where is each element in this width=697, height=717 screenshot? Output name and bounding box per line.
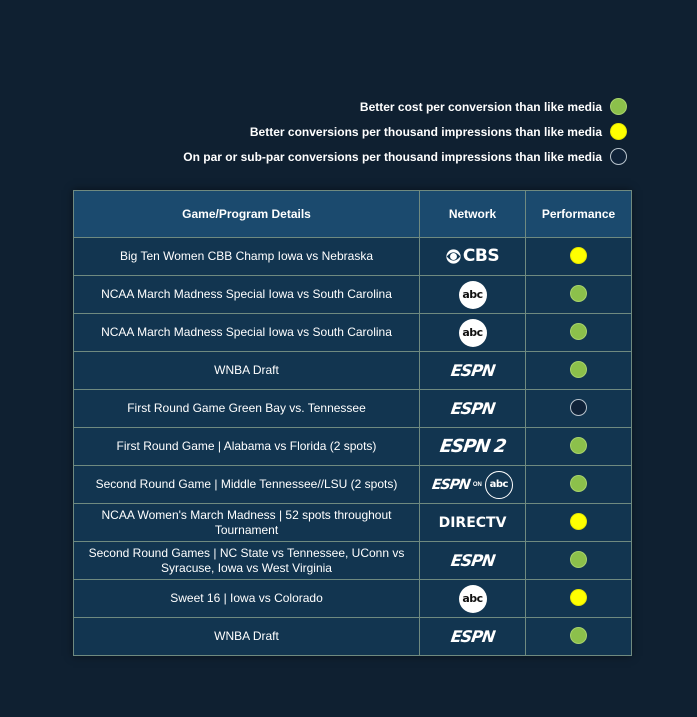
performance-cell	[526, 238, 632, 276]
network-cell	[420, 276, 526, 314]
performance-cell	[526, 618, 632, 656]
column-header-network: Network	[420, 191, 526, 238]
program-details: NCAA March Madness Special Iowa vs South Carolina	[74, 314, 420, 352]
program-details: NCAA Women's March Madness | 52 spots throughout Tournament	[74, 504, 420, 542]
performance-cell	[526, 390, 632, 428]
program-details: Second Round Game | Middle Tennessee//LSU (2 spots)	[74, 466, 420, 504]
green-status-dot-icon	[610, 98, 627, 115]
network-cell	[420, 580, 526, 618]
yellow-status-dot-icon	[570, 513, 587, 530]
program-details: First Round Game | Alabama vs Florida (2 spots)	[74, 428, 420, 466]
program-details: WNBA Draft	[74, 352, 420, 390]
espn-wordmark: ESPN	[431, 476, 471, 493]
column-header-performance: Performance	[526, 191, 632, 238]
performance-cell	[526, 276, 632, 314]
navy-status-dot-icon	[570, 399, 587, 416]
table-row	[74, 238, 632, 276]
table-header-row	[74, 191, 632, 238]
network-cell	[420, 504, 526, 542]
network-cell	[420, 352, 526, 390]
performance-cell	[526, 580, 632, 618]
abc-logo: abc	[459, 281, 487, 309]
legend-label: Better conversions per thousand impressions than like media	[249, 124, 602, 139]
legend-item-par	[183, 147, 627, 166]
legend-item-cost	[360, 97, 627, 116]
cbs-logo	[446, 246, 499, 266]
program-details: Big Ten Women CBB Champ Iowa vs Nebraska	[74, 238, 420, 276]
performance-table	[73, 190, 631, 656]
abc-logo: abc	[459, 319, 487, 347]
abc-logo: abc	[485, 471, 513, 499]
table-row	[74, 276, 632, 314]
espn-logo: ESPN	[449, 399, 496, 418]
green-status-dot-icon	[570, 551, 587, 568]
table-row	[74, 466, 632, 504]
legend	[183, 97, 627, 166]
cbs-eye-icon	[446, 249, 461, 264]
network-cell	[420, 390, 526, 428]
green-status-dot-icon	[570, 627, 587, 644]
table-row	[74, 352, 632, 390]
green-status-dot-icon	[570, 437, 587, 454]
espn-on-abc-logo	[432, 471, 513, 499]
table-row	[74, 428, 632, 466]
table-row	[74, 390, 632, 428]
table-row	[74, 580, 632, 618]
column-header-details: Game/Program Details	[74, 191, 420, 238]
program-details: First Round Game Green Bay vs. Tennessee	[74, 390, 420, 428]
espn2-number: 2	[492, 436, 507, 457]
network-cell	[420, 542, 526, 580]
network-cell	[420, 428, 526, 466]
cbs-wordmark: CBS	[462, 246, 500, 267]
table-row	[74, 618, 632, 656]
network-cell	[420, 466, 526, 504]
program-details: Second Round Games | NC State vs Tennessee, UConn vs Syracuse, Iowa vs West Virginia	[74, 542, 420, 580]
navy-status-dot-icon	[610, 148, 627, 165]
performance-cell	[526, 352, 632, 390]
directv-logo: DIRECTV	[438, 514, 507, 531]
green-status-dot-icon	[570, 285, 587, 302]
yellow-status-dot-icon	[570, 247, 587, 264]
green-status-dot-icon	[570, 475, 587, 492]
espn-logo: ESPN	[449, 361, 496, 380]
performance-cell	[526, 428, 632, 466]
table-row	[74, 542, 632, 580]
legend-item-conversions	[250, 122, 627, 141]
performance-cell	[526, 542, 632, 580]
performance-cell	[526, 314, 632, 352]
performance-cell	[526, 466, 632, 504]
program-details: WNBA Draft	[74, 618, 420, 656]
legend-label: On par or sub-par conversions per thousand impressions than like media	[183, 149, 602, 164]
espn2-logo	[440, 436, 505, 457]
espn-logo: ESPN	[449, 551, 496, 570]
network-cell	[420, 618, 526, 656]
legend-label: Better cost per conversion than like media	[359, 99, 602, 114]
green-status-dot-icon	[570, 323, 587, 340]
program-details: Sweet 16 | Iowa vs Colorado	[74, 580, 420, 618]
table-row	[74, 504, 632, 542]
on-label: ON	[472, 481, 482, 488]
network-cell	[420, 238, 526, 276]
yellow-status-dot-icon	[610, 123, 627, 140]
espn-wordmark: ESPN	[438, 436, 491, 457]
espn-logo: ESPN	[449, 627, 496, 646]
green-status-dot-icon	[570, 361, 587, 378]
abc-logo: abc	[459, 585, 487, 613]
yellow-status-dot-icon	[570, 589, 587, 606]
program-details: NCAA March Madness Special Iowa vs South Carolina	[74, 276, 420, 314]
network-cell	[420, 314, 526, 352]
table-row	[74, 314, 632, 352]
performance-cell	[526, 504, 632, 542]
